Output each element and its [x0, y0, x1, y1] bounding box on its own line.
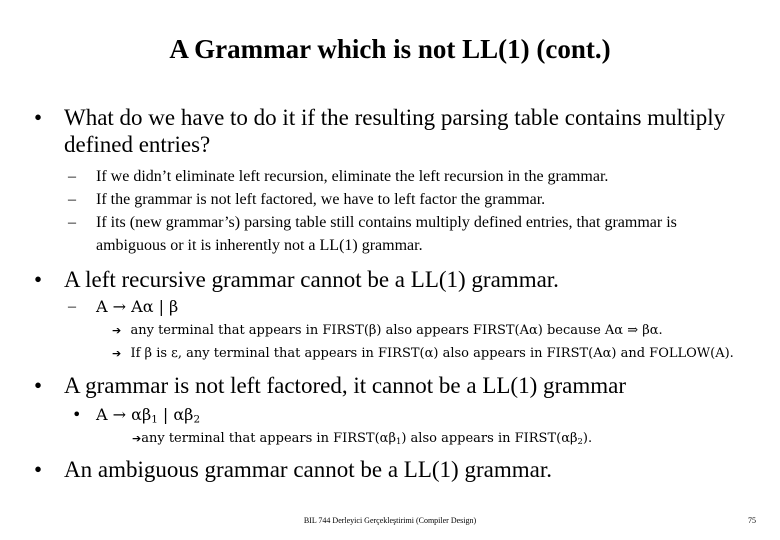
bullet-2-text: A left recursive grammar cannot be a LL(1) grammar. — [64, 267, 559, 292]
sub-bullet-1-text: If we didn’t eliminate left recursion, eliminate the left recursion in the grammar. — [96, 168, 609, 185]
slide-title: A Grammar which is not LL(1) (cont.) — [169, 34, 611, 64]
bullet-mark: • — [72, 405, 82, 424]
bullet-mark: • — [34, 373, 43, 398]
dash-mark: – — [68, 168, 76, 185]
footer-course: BIL 744 Derleyici Gerçekleştirimi (Compiler Design) — [303, 516, 477, 525]
sub-bullet-1 — [68, 166, 609, 187]
rule-not-factored — [72, 404, 201, 426]
bullet-3-text: A grammar is not left factored, it cannot be a LL(1) grammar — [64, 373, 627, 398]
sub-bullet-3-continuation: ambiguous or it is inherently not a LL(1) grammar. — [96, 237, 423, 254]
bullet-4 — [34, 456, 552, 483]
rule-left-recursive — [68, 296, 179, 317]
implication-3 — [132, 430, 592, 447]
bullet-mark: • — [34, 457, 43, 482]
implication-1 — [112, 321, 663, 339]
arrow-icon: ➔ — [132, 432, 142, 445]
bullet-mark: • — [34, 267, 43, 292]
sub-bullet-2 — [68, 189, 546, 210]
bullet-1 — [34, 104, 725, 158]
arrow-icon: ➔ — [112, 347, 122, 360]
rule-text: $A \to \alpha\beta_1$ | $\alpha\beta_2$ — [96, 405, 201, 426]
rule-text: A → Aα | β — [96, 297, 179, 316]
implication-1-text: any terminal that appears in FIRST(β) also appears FIRST(Aα) because Aα ⇒ βα. — [130, 323, 663, 338]
bullet-1-line-2: defined entries? — [64, 132, 211, 157]
bullet-4-text: An ambiguous grammar cannot be a LL(1) grammar. — [64, 457, 552, 482]
bullet-mark: • — [34, 105, 43, 130]
dash-mark: – — [68, 214, 76, 231]
page-number: 75 — [748, 516, 756, 525]
bullet-1-line-1: What do we have to do it if the resulting parsing table contains multiply — [64, 105, 726, 130]
bullet-3 — [34, 372, 626, 399]
implication-3-text: any terminal that appears in $FIRST(\alpha\beta_1)$ also appears in $FIRST(\alpha\beta_2)$. — [141, 431, 593, 447]
bullet-2 — [34, 266, 559, 293]
arrow-icon: ➔ — [112, 324, 122, 337]
implication-2 — [112, 344, 734, 362]
sub-bullet-2-text: If the grammar is not left factored, we have to left factor the grammar. — [96, 191, 546, 208]
dash-mark: – — [68, 298, 76, 315]
implication-2-text: If β is ε, any terminal that appears in FIRST(α) also appears in FIRST(Aα) and FOLLOW(A). — [130, 346, 734, 361]
sub-bullet-3-text: If its (new grammar’s) parsing table still contains multiply defined entries, that grammar is — [96, 214, 677, 231]
dash-mark: – — [68, 191, 76, 208]
sub-bullet-3 — [68, 212, 677, 233]
